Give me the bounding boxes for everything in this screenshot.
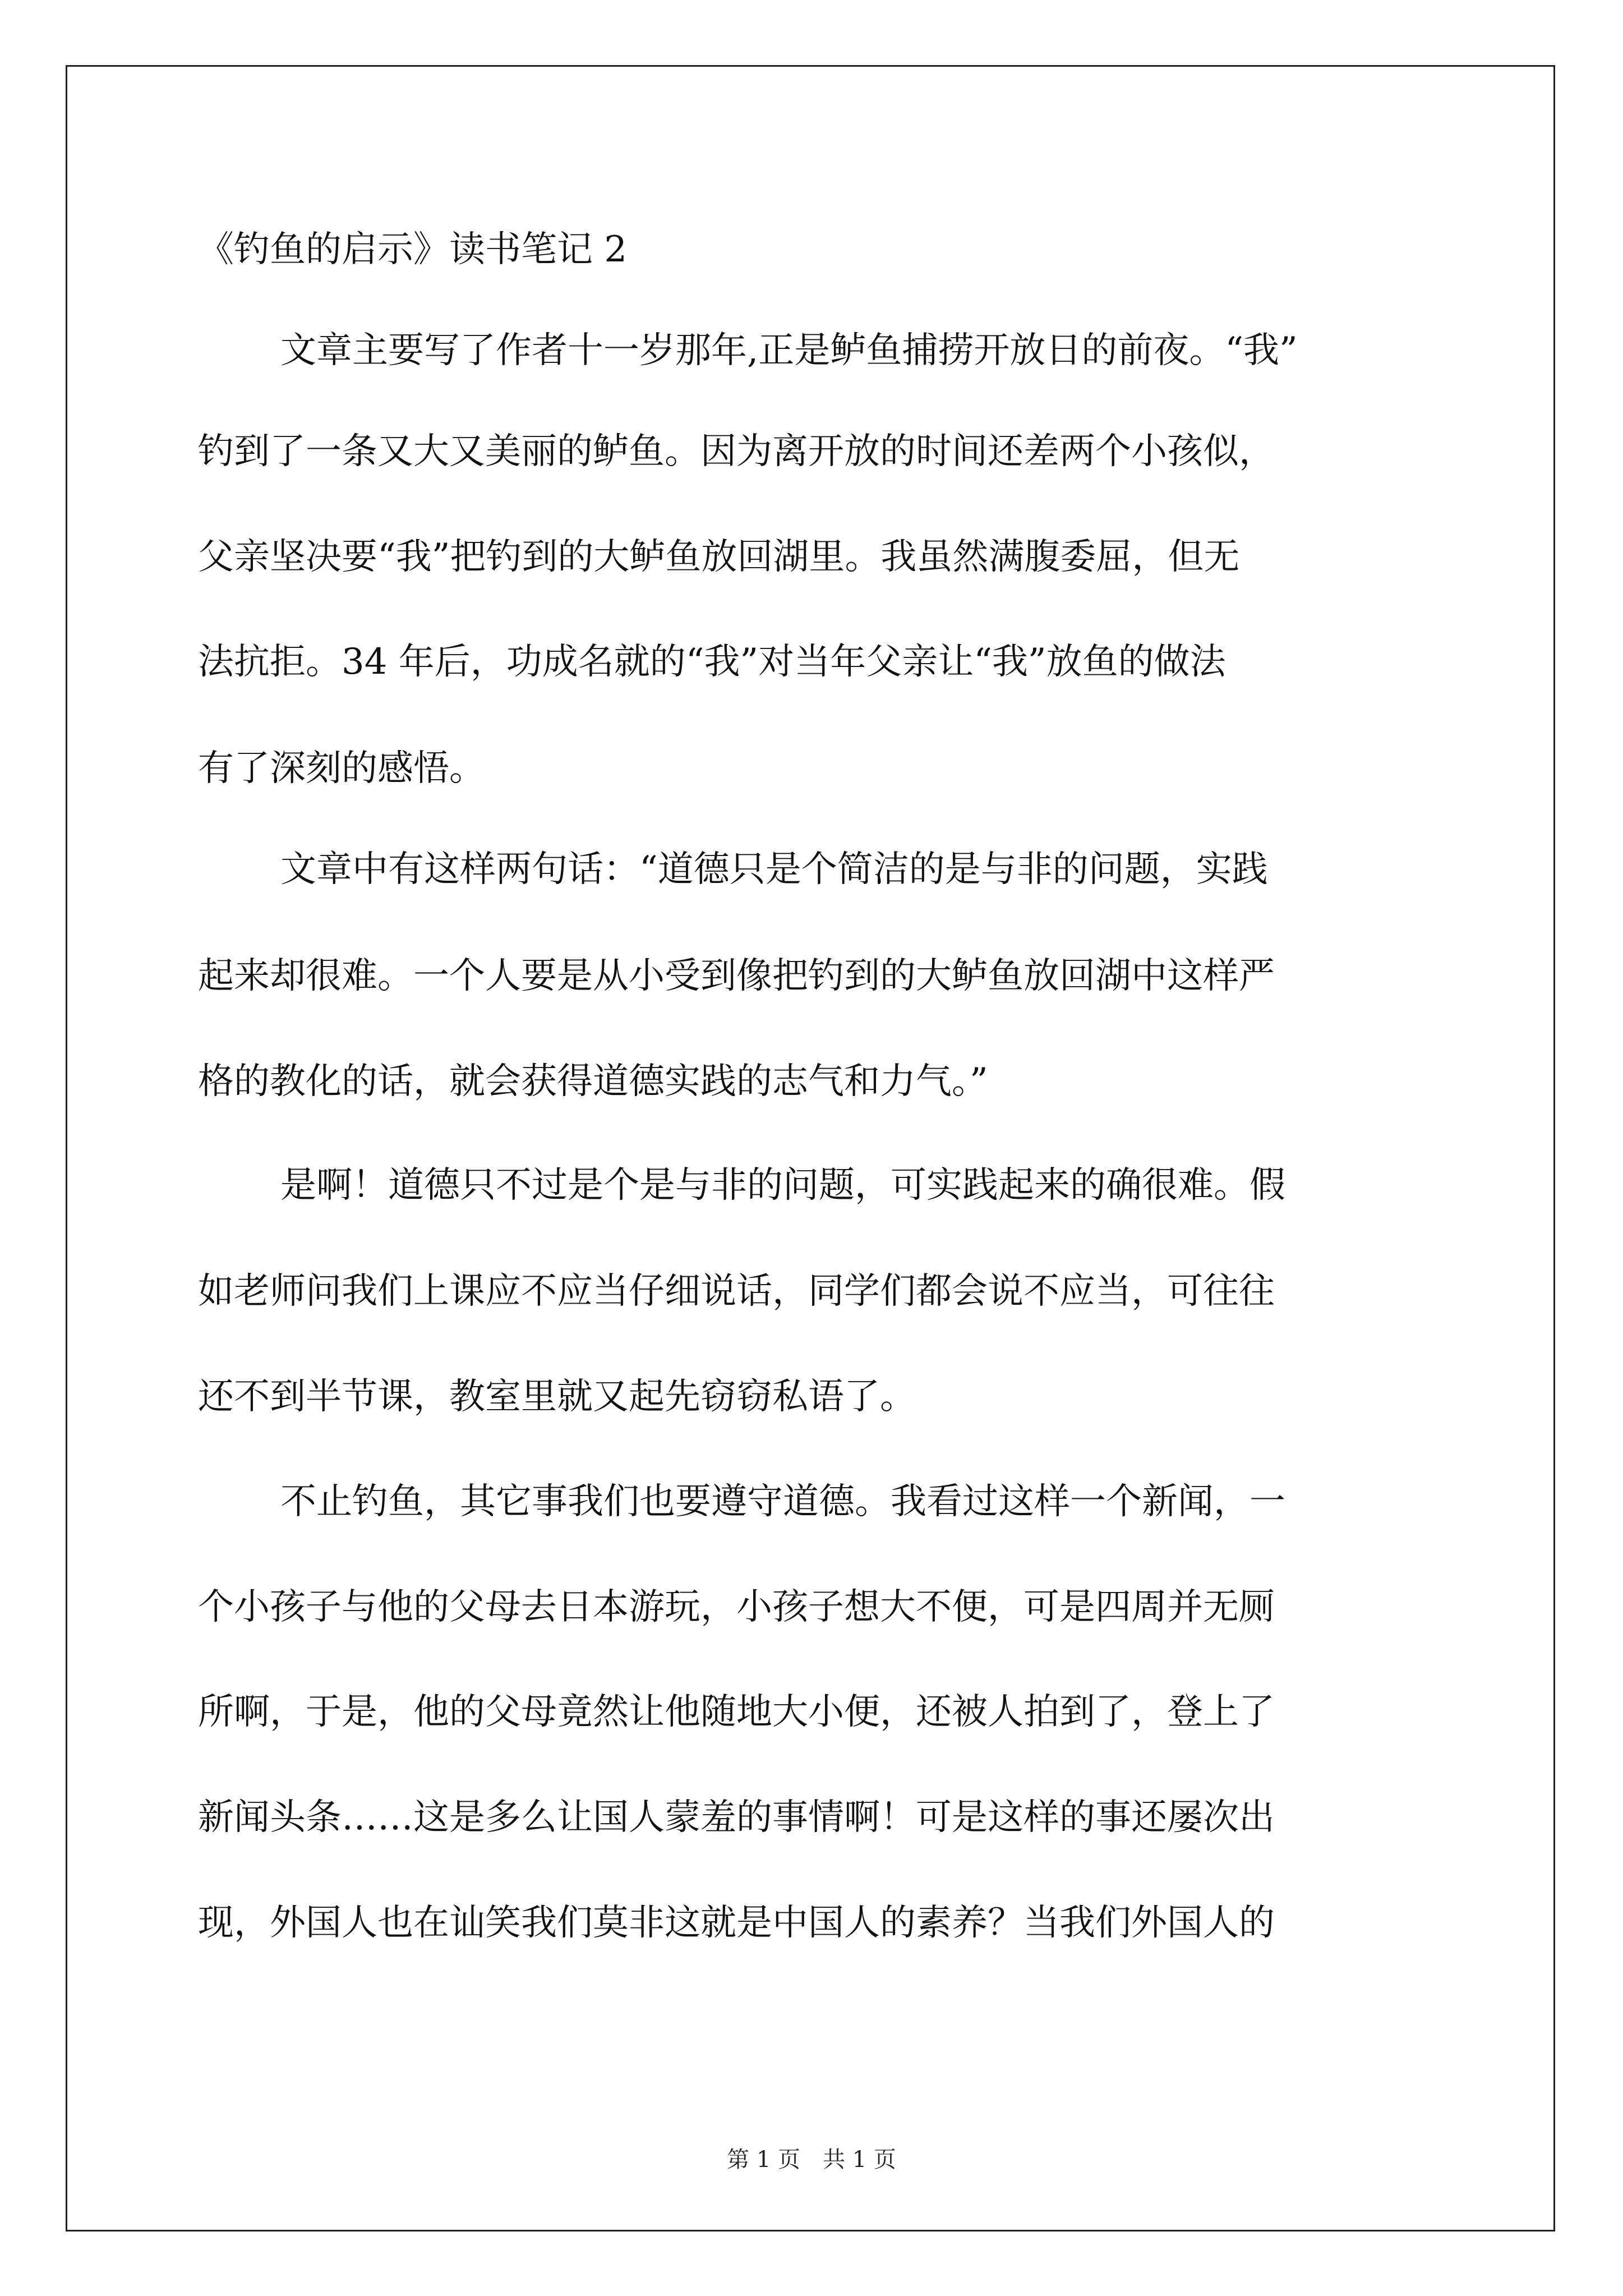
body-line-11: 还不到半节课，教室里就又起先窃窃私语了。	[198, 1376, 916, 1418]
body-line-9: 是啊！道德只不过是个是与非的问题，可实践起来的确很难。假	[280, 1165, 1285, 1206]
body-line-6: 文章中有这样两句话：“道德只是个简洁的是与非的问题，实践	[280, 849, 1268, 890]
body-line-3: 父亲坚决要“我”把钓到的大鲈鱼放回湖里。我虽然满腹委屈，但无	[198, 536, 1240, 578]
body-line-13: 个小孩子与他的父母去日本游玩，小孩子想大不便，可是四周并无厕	[198, 1586, 1275, 1628]
body-line-7: 起来却很难。一个人要是从小受到像把钓到的大鲈鱼放回湖中这样严	[198, 955, 1275, 997]
body-line-4: 法抗拒。34 年后，功成名就的“我”对当年父亲让“我”放鱼的做法	[198, 641, 1226, 683]
page-number-footer: 第 1 页 共 1 页	[727, 2147, 896, 2173]
body-line-5: 有了深刻的感悟。	[198, 748, 485, 789]
body-line-15: 新闻头条……这是多么让国人蒙羞的事情啊！可是这样的事还屡次出	[198, 1797, 1275, 1838]
body-line-12: 不止钓鱼，其它事我们也要遵守道德。我看过这样一个新闻，一	[280, 1481, 1285, 1522]
body-line-10: 如老师问我们上课应不应当仔细说话，同学们都会说不应当，可往往	[198, 1271, 1275, 1312]
body-line-2: 钓到了一条又大又美丽的鲈鱼。因为离开放的时间还差两个小孩似，	[198, 431, 1275, 472]
body-line-8: 格的教化的话，就会获得道德实践的志气和力气。”	[198, 1061, 988, 1102]
body-line-16: 现，外国人也在讪笑我们莫非这就是中国人的素养？当我们外国人的	[198, 1902, 1275, 1944]
document-title: 《钓鱼的启示》读书笔记 2	[198, 229, 628, 270]
body-line-1: 文章主要写了作者十一岁那年,正是鲈鱼捕捞开放日的前夜。“我”	[280, 330, 1298, 371]
body-line-14: 所啊，于是，他的父母竟然让他随地大小便，还被人拍到了，登上了	[198, 1691, 1275, 1733]
